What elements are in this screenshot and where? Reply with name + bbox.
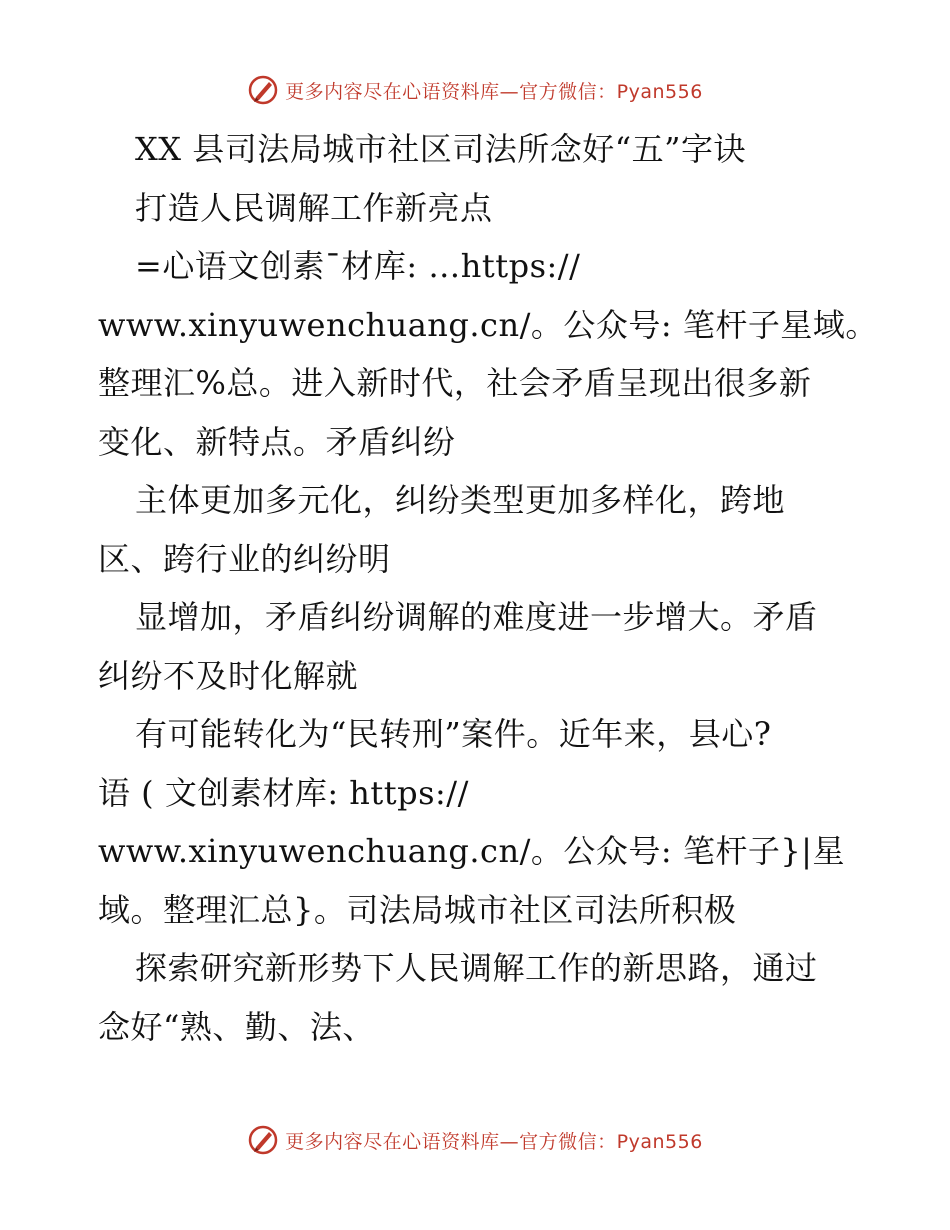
header-banner [0, 70, 950, 110]
text-line: 纠纷不及时化解就 [98, 656, 359, 695]
text-line: 打造人民调解工作新亮点 [135, 188, 493, 227]
text-line: 域。整理汇总}。司法局城市社区司法所积极 [98, 890, 737, 929]
footer-banner [0, 1120, 950, 1160]
text-line: 整理汇%总。进入新时代，社会矛盾呈现出很多新 [98, 364, 812, 402]
text-line: 语 ( 文创素材库: https:// [98, 773, 469, 812]
text-line: =心语文创素¯材库: …https:// [135, 247, 581, 285]
text-line: 有可能转化为“民转刑”案件。近年来，县心? [135, 715, 772, 753]
text-line: 显增加，矛盾纠纷调解的难度进一步增大。矛盾 [135, 598, 818, 636]
text-line: 念好“熟、勤、法、 [98, 1007, 375, 1046]
text-line: www.xinyuwenchuang.cn/。公众号: 笔杆子星域。 [98, 305, 878, 344]
text-line: 探索研究新形势下人民调解工作的新思路，通过 [135, 949, 818, 987]
header-banner-text: 更多内容尽在心语资料库—官方微信：Pyan556 [285, 80, 703, 103]
document-body [98, 120, 878, 1056]
text-line: www.xinyuwenchuang.cn/。公众号: 笔杆子}|星 [98, 832, 845, 870]
pen-logo-icon [247, 74, 279, 106]
footer-banner-text: 更多内容尽在心语资料库—官方微信：Pyan556 [285, 1130, 703, 1153]
pen-logo-icon [247, 1124, 279, 1156]
text-line: XX 县司法局城市社区司法所念好“五”字诀 [135, 130, 746, 168]
text-line: 主体更加多元化，纠纷类型更加多样化，跨地 [135, 481, 786, 519]
text-line: 区、跨行业的纠纷明 [98, 539, 391, 578]
text-line: 变化、新特点。矛盾纠纷 [98, 422, 456, 461]
